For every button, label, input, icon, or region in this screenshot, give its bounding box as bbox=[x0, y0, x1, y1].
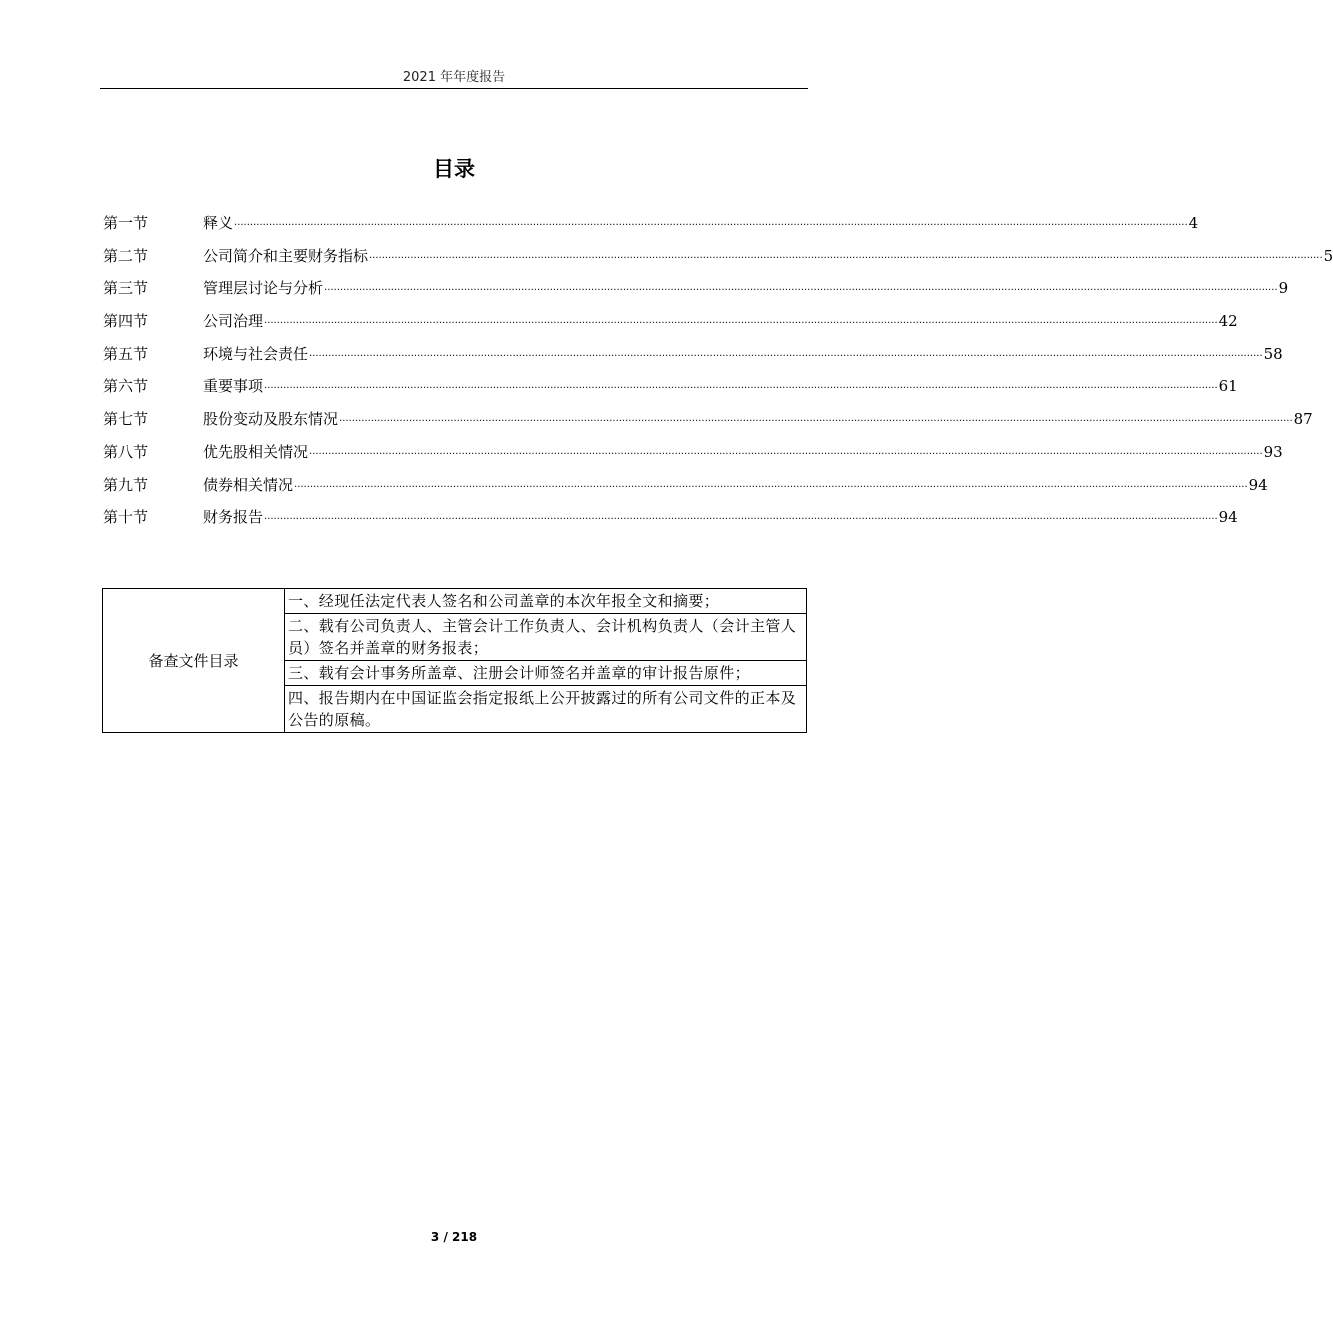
toc-entry[interactable] bbox=[103, 371, 1238, 404]
reference-document-item: 三、载有会计事务所盖章、注册会计师签名并盖章的审计报告原件； bbox=[285, 661, 807, 686]
toc-section-title: 管理层讨论与分析 bbox=[203, 279, 324, 298]
toc-leader-dots: ............................................................................................................................................................................................................................................................................................................ bbox=[309, 347, 1263, 359]
reference-document-item: 四、报告期内在中国证监会指定报纸上公开披露过的所有公司文件的正本及公告的原稿。 bbox=[285, 686, 807, 733]
toc-leader-dots: ............................................................................................................................................................................................................................................................................................................ bbox=[264, 511, 1218, 523]
toc-leader-dots: ............................................................................................................................................................................................................................................................................................................ bbox=[339, 413, 1293, 425]
reference-document-item: 二、载有公司负责人、主管会计工作负责人、会计机构负责人（会计主管人员）签名并盖章的财务报表； bbox=[285, 614, 807, 661]
toc-page-number: 94 bbox=[1218, 508, 1238, 527]
reference-document-item: 一、经现任法定代表人签名和公司盖章的本次年报全文和摘要； bbox=[285, 589, 807, 614]
toc-section-number: 第七节 bbox=[103, 410, 149, 429]
toc-section-title: 重要事项 bbox=[203, 377, 264, 396]
reference-documents-table bbox=[102, 588, 807, 733]
toc-leader-dots: ............................................................................................................................................................................................................................................................................................................ bbox=[234, 217, 1188, 228]
toc-page-number: 93 bbox=[1263, 442, 1283, 461]
toc-section-title: 股份变动及股东情况 bbox=[203, 410, 339, 429]
toc-entry[interactable] bbox=[103, 502, 1238, 535]
toc-entry[interactable] bbox=[103, 306, 1238, 339]
toc-leader-dots: ............................................................................................................................................................................................................................................................................................................ bbox=[324, 282, 1278, 294]
toc-page-number: 9 bbox=[1278, 279, 1289, 298]
toc-section-number: 第二节 bbox=[103, 246, 149, 265]
toc-entry[interactable] bbox=[103, 470, 1268, 503]
reference-documents-label: 备查文件目录 bbox=[103, 589, 285, 733]
toc-page-number: 61 bbox=[1218, 377, 1238, 396]
toc-section-title: 优先股相关情况 bbox=[203, 442, 309, 461]
toc-section-title: 公司治理 bbox=[203, 312, 264, 331]
toc-page-number: 42 bbox=[1218, 312, 1238, 331]
toc-section-number: 第五节 bbox=[103, 344, 149, 363]
page-title: 目录 bbox=[433, 157, 475, 181]
toc-entry[interactable] bbox=[103, 339, 1283, 372]
toc-section-number: 第一节 bbox=[103, 214, 149, 232]
toc-section-number: 第六节 bbox=[103, 377, 149, 396]
toc-page-number: 94 bbox=[1248, 475, 1268, 494]
toc-entry[interactable] bbox=[103, 404, 1313, 437]
toc-section-title: 债券相关情况 bbox=[203, 475, 294, 494]
toc-section-title: 环境与社会责任 bbox=[203, 344, 309, 363]
toc-section-number: 第九节 bbox=[103, 475, 149, 494]
toc-page-number: 87 bbox=[1293, 410, 1313, 429]
toc-leader-dots: ............................................................................................................................................................................................................................................................................................................ bbox=[369, 249, 1323, 261]
page-number: 3 / 218 bbox=[430, 1230, 478, 1244]
toc-section-number: 第十节 bbox=[103, 508, 149, 527]
toc-entry[interactable] bbox=[103, 437, 1283, 470]
toc-leader-dots: ............................................................................................................................................................................................................................................................................................................ bbox=[294, 478, 1248, 490]
toc-section-number: 第八节 bbox=[103, 442, 149, 461]
toc-page-number: 5 bbox=[1323, 246, 1333, 265]
toc-section-title: 财务报告 bbox=[203, 508, 264, 527]
toc-page-number: 4 bbox=[1188, 214, 1199, 232]
toc-entry[interactable] bbox=[103, 241, 1333, 274]
toc-page-number: 58 bbox=[1263, 344, 1283, 363]
table-of-contents bbox=[103, 208, 1333, 535]
toc-leader-dots: ............................................................................................................................................................................................................................................................................................................ bbox=[264, 380, 1218, 392]
page-header: 2021 年年度报告 bbox=[402, 70, 506, 85]
toc-leader-dots: ............................................................................................................................................................................................................................................................................................................ bbox=[309, 445, 1263, 457]
toc-entry[interactable] bbox=[103, 208, 1199, 241]
toc-section-title: 释义 bbox=[203, 214, 234, 232]
header-divider bbox=[100, 88, 808, 89]
toc-section-number: 第四节 bbox=[103, 312, 149, 331]
toc-section-number: 第三节 bbox=[103, 279, 149, 298]
toc-entry[interactable] bbox=[103, 273, 1289, 306]
toc-leader-dots: ............................................................................................................................................................................................................................................................................................................ bbox=[264, 315, 1218, 327]
toc-section-title: 公司简介和主要财务指标 bbox=[203, 246, 369, 265]
